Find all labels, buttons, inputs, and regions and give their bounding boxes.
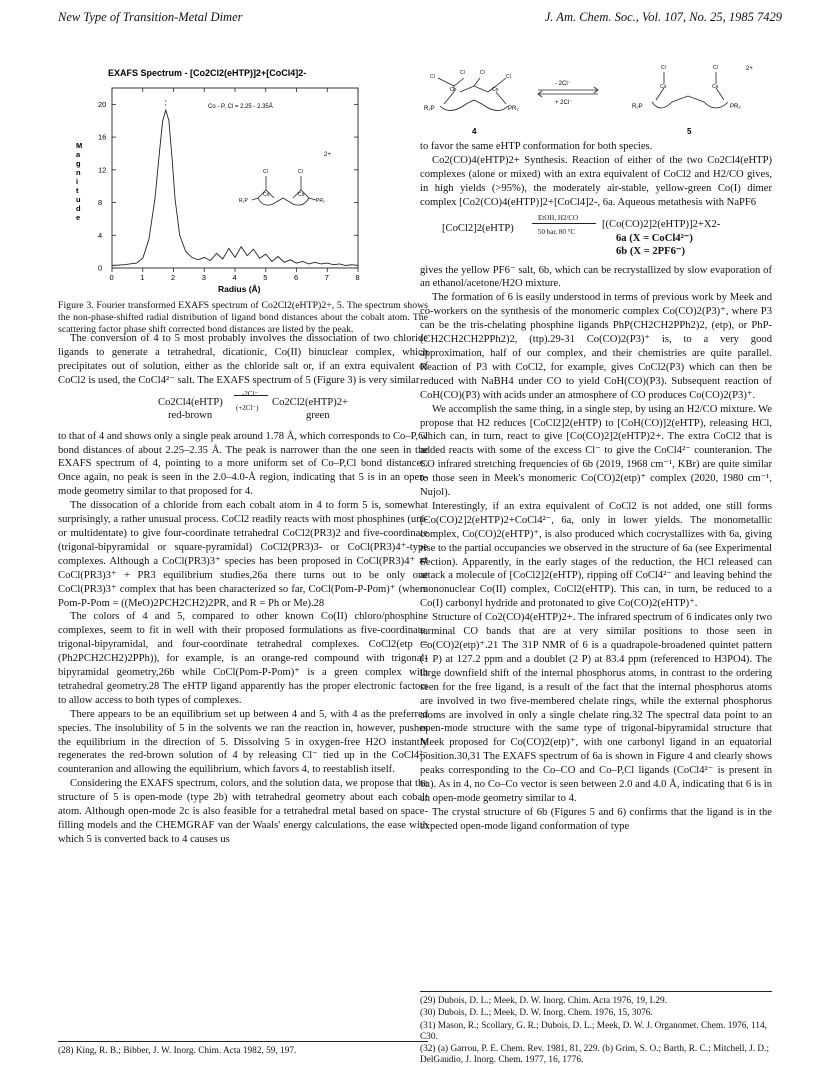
inset-pr2-right: PR₂ [316, 198, 325, 204]
figure-title: EXAFS Spectrum - [Co2Cl2(eHTP)]2+[CoCl4]2- [108, 68, 307, 78]
inset-cl-1: Cl [263, 169, 268, 175]
x-tick-label-2: 2 [171, 273, 176, 282]
cl-4-a: Cl [430, 74, 435, 80]
eq-left-top: -2Cl⁻ [242, 389, 259, 398]
inset-co-1: Co [263, 192, 270, 198]
left-paragraph-6: Considering the EXAFS spectrum, colors, and the solution data, we propose that the structure of 5 is open-mode (type 2b) with tetrahedral geometry about each cobalt atom. Although open-mode 2c is also feasible for a tetrahedral metal based on space-filling models and the CHEMGRAF van der Waals' energy calculations, the ease with which 5 is converted back to 4 causes us [58, 778, 428, 845]
eq-left-rhs-color: green [306, 409, 330, 421]
scheme-arrow-top: - 2Cl⁻ [555, 81, 571, 87]
reaction-scheme [420, 56, 772, 138]
inset-charge: 2+ [324, 152, 331, 158]
series-line-exafs [112, 110, 358, 265]
y-tick-label-4: 16 [98, 132, 107, 142]
footnote-30: (30) Dubois, D. L.; Meek, D. W. Inorg. Chem. 1976, 15, 3076. [420, 1008, 653, 1019]
cl-5-a: Cl [661, 65, 666, 71]
y-tick-label-5: 20 [98, 99, 107, 109]
left-column [58, 332, 428, 847]
inset-r2p-left: R₂P [239, 198, 248, 204]
left-paragraph-1: The conversion of 4 to 5 most probably involves the dissociation of two chloride ligands to generate a tetrahedral, dicationic, Co(II) binuclear complex, which precipitates out of solution, either as the chloride salt or, if an extra equivalent of CoCl2 is used, the CoCl4²⁻ salt. The EXAFS spectrum of 5 (Figure 3) is very similar [58, 333, 428, 386]
left-paragraph-5: There appears to be an equilibrium set up between 4 and 5, with 4 as the preferred species. The insolubility of 5 in the solvents we ran the reaction in, however, pushes the equilibrium in the direction of 5. Dissolving 5 in oxygen-free H2O instantly regenerates the red-brown solution of 4 by releasing Cl⁻ tied up in the CoCl4²⁻ counteranion and allowing the equilibrium, which favors 4, to reestablish itself. [58, 708, 428, 776]
co-5-b: Co [712, 84, 719, 90]
eq-left-lhs: Co2Cl4(eHTP) [158, 396, 223, 408]
right-paragraph-7: Structure of Co2(CO)4(eHTP)2+. The infrared spectrum of 6 indicates only two terminal CO bands that are at very similar positions to those seen in Co(CO)2(etp)⁺.21 The 31P NMR of 6 is a quadrapole-broadened quintet pattern (1 P) at 127.2 ppm and a doublet (2 P) at 83.4 ppm (referenced to H3PO4). The large downfield shift of the internal phosphorus atoms, in contrast to the ordering seen for the free ligand, is a result of the fact that the internal phosphorus atoms are involved in two five-membered chelate rings, while the external phosphorus atoms are involved in only a single chelate ring.32 The spectral data point to an open-mode structure with the same type of trigonal-bipyramidal structure that Meek proposed for Co(CO)2(etp)⁺, with one carbonyl ligand in an equatorial position.30,31 The EXAFS spectrum of 6a is shown in Figure 4 and clearly shows peaks corresponding to the Co–CO and Co–P,Cl ligands (CoCl4²⁻ is present in 6a). As in 4, no Co–Co vector is seen between 2.0 and 4.0 Å, indicating that 6 is in an open-mode geometry similar to 4. [420, 612, 772, 804]
cl-4-c: Cl [480, 70, 485, 76]
right-paragraph-6: Interestingly, if an extra equivalent of CoCl2 is not added, one still forms [Co(CO)2]2(eHTP)2+CoCl4²⁻, 6a, only in lower yields. The monometallic complex, Co(CO)2(eHTP)⁺, is also produced which cocrystallizes with 6a, giving rise to the partial occupancies we observed in the structure of 6a (see Experimental Section). Apparently, in the early stages of the reduction, the HCl released can attack a molecule of [CoCl2]2(eHTP), ripping off CoCl4²⁻ and leaving behind the mononuclear Co(II) complex, CoCl2(eHTP). This can, in turn, be reduced to a Co(I) carbonyl hydride and protonated to give Co(CO)2(eHTP)⁺. [420, 500, 772, 610]
right-paragraph-8: The crystal structure of 6b (Figures 5 and 6) confirms that the ligand is in the expected open-mode ligand conformation of type [420, 806, 772, 832]
eq-left-arrow [234, 395, 268, 396]
figure-ylabel: M a g n i t u d e [76, 141, 83, 222]
figure-annotation: Co - P, Cl = 2.25 - 2.35Å [208, 104, 273, 110]
y-tick-label-2: 8 [98, 198, 103, 208]
running-header-left: New Type of Transition-Metal Dimer [58, 10, 243, 24]
left-paragraph-4: The colors of 4 and 5, compared to other known Co(II) chloro/phosphine complexes, seem to fit in well with their proposed formulations as five-coordinate, trigonal-bipyramidal, and four-coordinate tetrahedral complexes. CoCl2(etp = (Ph2PCH2CH2)2PPh)), for example, is an orange-red compound with trigonal-bipyramidal geometry,26b while CoCl(Pom-P-Pom)⁺ is a green complex with tetrahedral geometry.28 The eHTP ligand apparently has the proper electronic factors to allow access to both types of complexes. [58, 611, 428, 706]
right-paragraph-3: gives the yellow PF6⁻ salt, 6b, which can be recrystallized by slow evaporation of an ethanol/acetone/H2O mixture. [420, 264, 772, 290]
footnote-28: (28) King, R. B.; Bibber, J. W. Inorg. Chim. Acta 1982, 59, 197. [58, 1046, 297, 1056]
co-4-a: Co [450, 87, 457, 93]
scheme-arrow-bottom: + 2Cl⁻ [555, 100, 573, 106]
plot-area [98, 88, 360, 282]
equation-right [420, 214, 772, 260]
y-tick-label-1: 4 [98, 230, 103, 240]
complex-4-drawing [438, 78, 508, 111]
inset-cl-2: Cl [298, 169, 303, 175]
eq-left-bottom: (+2Cl⁻) [236, 403, 259, 412]
x-tick-label-1: 1 [140, 273, 145, 282]
cl-4-b: Cl [460, 70, 465, 76]
eq-right-bottom: 50 bar, 80 °C [538, 227, 576, 236]
plot-frame [112, 88, 358, 268]
eq-left-rhs: Co2Cl2(eHTP)2+ [272, 396, 349, 408]
eq-right-line2: 6a (X = CoCl4²⁻) [616, 232, 693, 244]
right-paragraph-2: Co2(CO)4(eHTP)2+ Synthesis. Reaction of either of the two Co2Cl4(eHTP) complexes (alone or mixed) with an extra equivalent of CoCl2 and H2/CO gives, in high yields (>95%), the moderately air-stable, yellow-green Co(I) dimer complex [Co2(CO)4(eHTP)]2+[CoCl4]2-, 6a. Aqueous metathesis with NaPF6 [420, 154, 772, 208]
eq-right-top: EtOH, H2/CO [538, 213, 579, 222]
figure-caption: Figure 3. Fourier transformed EXAFS spectrum of Co2Cl2(eHTP)2+, 5. The spectrum shows the non-phase-shifted radial distribution of ligand bond distances about the cobalt atom. The scattering factor phase shift corrected bond distances are listed by the peak. [58, 300, 428, 335]
y-tick-label-0: 0 [98, 263, 103, 273]
eq-left-lhs-color: red-brown [168, 409, 213, 421]
footnote-32: (32) (a) Garrou, P. E. Chem. Rev. 1981, 81, 229. (b) Grim, S. O.; Barth, R. C.; Mitchell, J. D.; DelGaudio, J. Inorg. Chem. 1977, 16, 1776. [420, 1044, 770, 1066]
eq-right-arrow [532, 223, 596, 224]
co-5-a: Co [660, 84, 667, 90]
inset-molecule [252, 176, 316, 205]
pr2-4: PR₂ [508, 106, 519, 112]
scheme-label-4: 4 [472, 127, 477, 136]
r2p-5: R₂P [632, 104, 643, 110]
scheme-label-5: 5 [687, 127, 692, 136]
x-tick-label-7: 7 [324, 273, 329, 282]
x-tick-label-5: 5 [263, 273, 268, 282]
eq-right-rhs: [(Co(CO)2]2(eHTP)]2+X2- [602, 218, 721, 230]
right-paragraph-4: The formation of 6 is easily understood in terms of previous work by Meek and co-workers on the synthesis of the monomeric complex Co(CO)2(P3)⁺, where P3 can be the tris-chelating phosphine ligands PhP(CH2CH2PPh2)2, (etp), or PhP-(CH2CH2CH2PPh2)2, (ttp).29-31 Co(CO)2(P3)⁺ is, to a very good approximation, half of our complex, and their chemistries are quite parallel. Reaction of P3 with CoCl2, for example, gives CoCl2(P3) which can then be reduced with NaBH4 under CO to yield CoH(CO)(P3). Subsequent reaction of CoH(CO)(P3) with acids under an atmosphere of CO produces Co(CO)2(P3)⁺. [420, 292, 772, 401]
cl-4-d: Cl [506, 74, 511, 80]
x-tick-label-6: 6 [294, 273, 299, 282]
complex-5-drawing [652, 72, 728, 108]
footnotes-left [58, 1041, 428, 1058]
cl-5-b: Cl [713, 65, 718, 71]
x-tick-label-4: 4 [232, 273, 237, 282]
figure-xlabel: Radius (Å) [218, 284, 261, 294]
footnotes-right [420, 991, 772, 1068]
equation-left [58, 389, 428, 426]
inset-co-2: Co [298, 192, 305, 198]
x-tick-label-0: 0 [109, 273, 114, 282]
co-4-b: Co [492, 87, 499, 93]
r2p-4: R₂P [424, 106, 435, 112]
footnote-29: (29) Dubois, D. L.; Meek, D. W. Inorg. Chim. Acta 1976, 19, L29. [420, 996, 667, 1006]
scheme-charge: 2+ [746, 66, 753, 72]
left-paragraph-3: The dissocation of a chloride from each cobalt atom in 4 to form 5 is, somewhat surprisingly, a rather unusual process. CoCl2 readily reacts with most phosphines (uni- or multidentate) to give four-coordinate tetrahedral CoCl2(PR3)2 and five-coordinate (trigonal-bipyramidal or square-pyramidal) CoCl2(PR3)3- or CoCl(PR3)4⁺-type complexes. Although a CoCl(PR3)3⁺ species has been proposed in CoCl(PR3)4⁺ ⇄ CoCl(PR3)3⁺ + PR3 equilibrium studies,26a there turns out to be only one CoCl(PR3)3⁺ complex that has been characterized so far, CoCl(Pom-P-Pom)⁺ (where Pom-P-Pom = ((MeO)2PCH2CH2)2PR, and R = Ph or Me).28 [58, 500, 428, 609]
left-paragraph-2: to that of 4 and shows only a single peak around 1.78 Å, which corresponds to Co–P,Cl bond distances of about 2.25–2.35 Å. The peak is narrower than the one seen in the EXAFS spectrum of 4, pointing to a more uniform set of Co–P,Cl bond distances. Once again, no peak is seen in the 2.0–4.0-Å region, indicating that 5 is in an open-mode geometry similar to that proposed for 4. [58, 430, 428, 498]
x-tick-label-8: 8 [355, 273, 360, 282]
x-tick-label-3: 3 [201, 273, 206, 282]
pr2-5: PR₂ [730, 104, 741, 110]
eq-right-lhs: [CoCl2]2(eHTP) [442, 222, 514, 234]
right-paragraph-1: to favor the same eHTP conformation for both species. [420, 141, 653, 152]
right-column [420, 140, 772, 834]
footnote-31: (31) Mason, R.; Scollary, G. R.; Dubois, D. L.; Meek, D. W. J. Organomet. Chem. 1976, 114, C30. [420, 1020, 767, 1042]
eq-right-line3: 6b (X = 2PF6⁻) [616, 245, 686, 257]
right-paragraph-5: We accomplish the same thing, in a single step, by using an H2/CO mixture. We propose that H2 reduces [CoCl2]2(eHTP) to [CoH(CO)]2(eHTP), releasing HCl, which can, in turn, react to give [Co(CO)2]2(eHTP)2+. The extra CoCl2 that is added reacts with some of the excess Cl⁻ to give the CoCl4²⁻ counteranion. The CO infrared stretching frequencies of 6b (2019, 1968 cm⁻¹, KBr) are quite similar to those seen in Meek's monomeric Co(CO)2(etp)⁺ complex (2020, 1980 cm⁻¹, Nujol). [420, 403, 772, 499]
exafs-figure [58, 58, 428, 298]
y-tick-label-3: 12 [98, 165, 107, 175]
running-header-right: J. Am. Chem. Soc., Vol. 107, No. 25, 1985 7429 [544, 10, 782, 24]
